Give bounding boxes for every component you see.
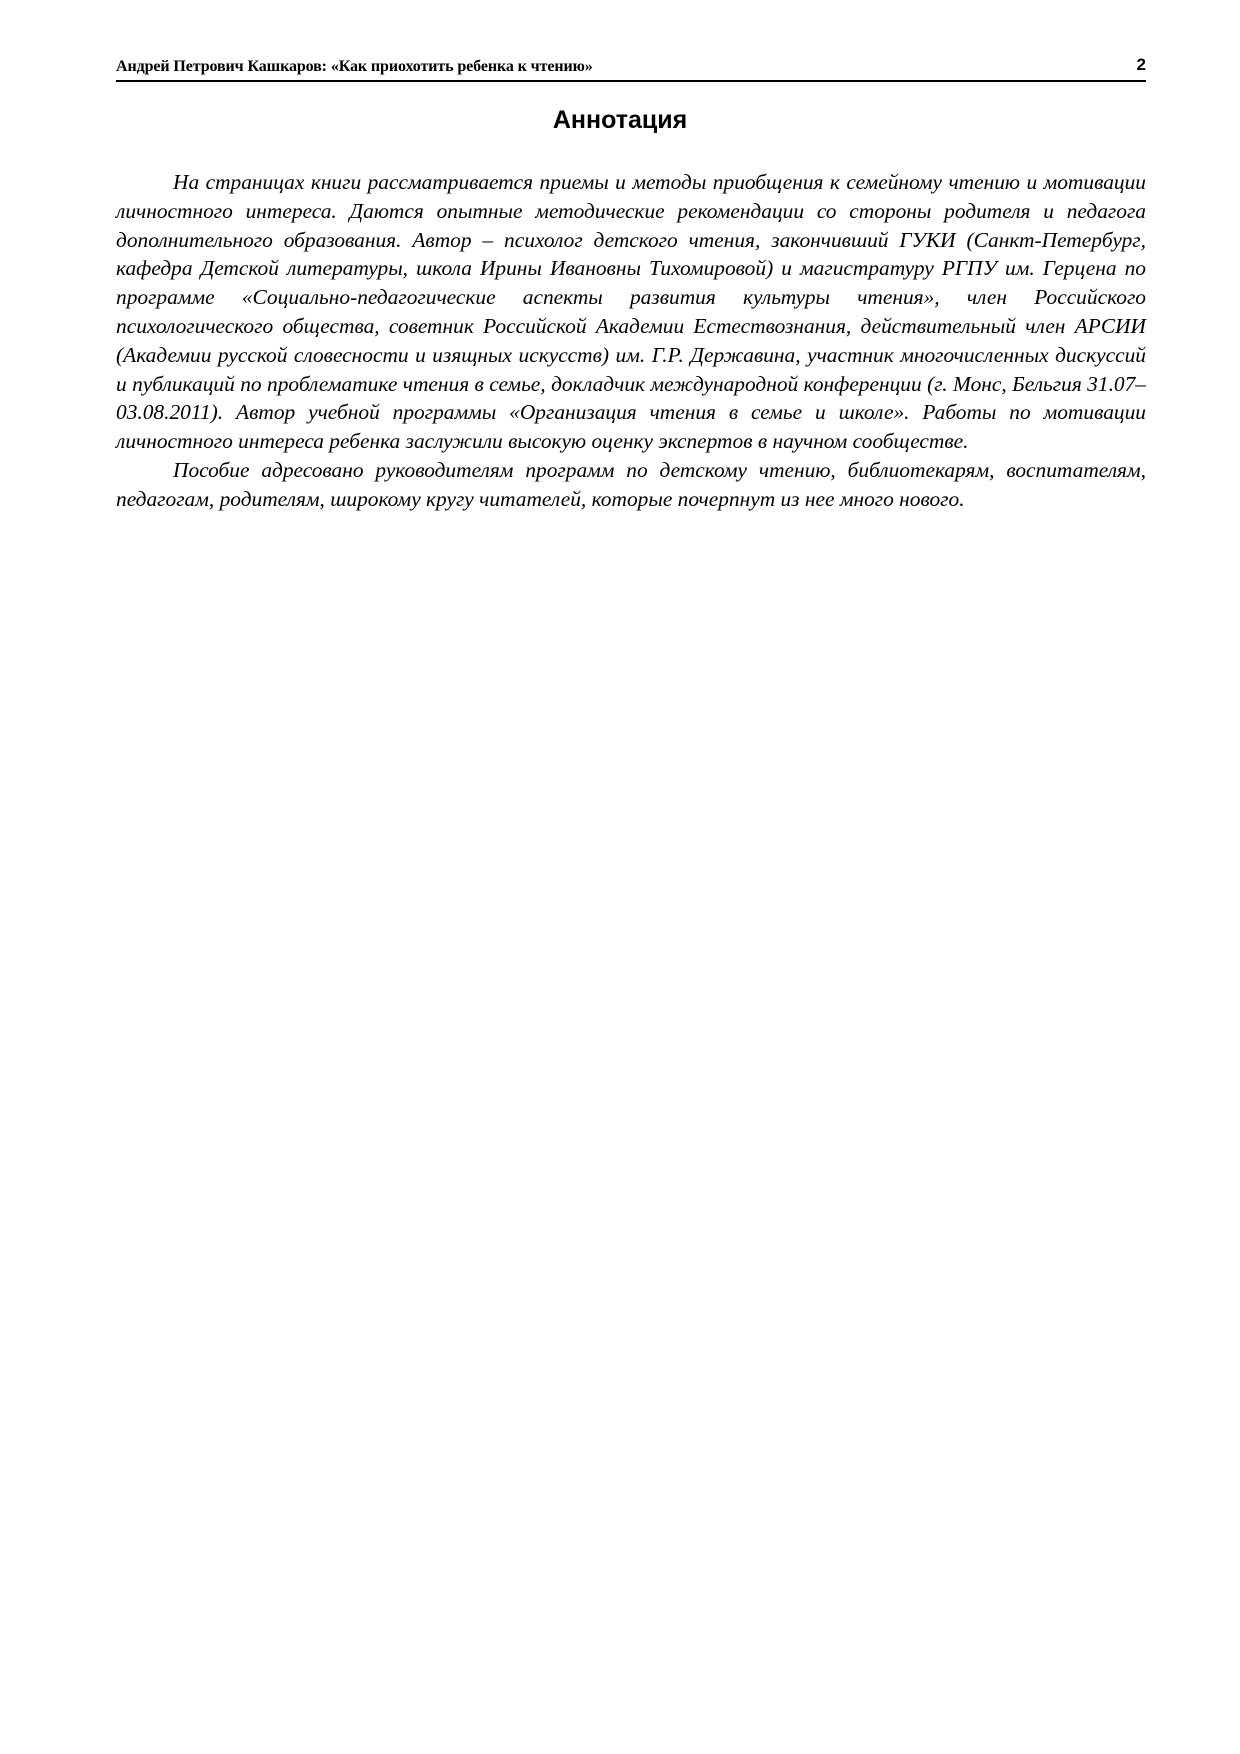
page-number: 2	[1136, 55, 1146, 74]
annotation-body	[116, 168, 1146, 514]
annotation-paragraph-1: На страницах книги рассматривается приемы и методы приобщения к семейному чтению и мотивации личностного интереса. Даются опытные методические рекомендации со стороны родителя и педагога дополнительного образования. Автор – психолог детского чтения, закончивший ГУКИ (Санкт-Петербург, кафедра Детской литературы, школа Ирины Ивановны Тихомировой) и магистратуру РГПУ им. Герцена по программе «Социально-педагогические аспекты развития культуры чтения», член Российского психологического общества, советник Российской Академии Естествознания, действительный член АРСИИ (Академии русской словесности и изящных искусств) им. Г.Р. Державина, участник многочисленных дискуссий и публикаций по проблематике чтения в семье, докладчик международной конференции (г. Монс, Бельгия 31.07–03.08.2011). Автор учебной программы «Организация чтения в семье и школе». Работы по мотивации личностного интереса ребенка заслужили высокую оценку экспертов в научном сообществе.	[116, 170, 1146, 454]
running-title: Андрей Петрович Кашкаров: «Как приохотить ребенка к чтению»	[116, 58, 593, 75]
annotation-paragraph-2: Пособие адресовано руководителям программ по детскому чтению, библиотекарям, воспитателям, педагогам, родителям, широкому кругу читателей, которые почерпнут из нее много нового.	[116, 457, 1146, 511]
document-title: Аннотация	[552, 106, 688, 134]
page-header	[116, 54, 1146, 82]
